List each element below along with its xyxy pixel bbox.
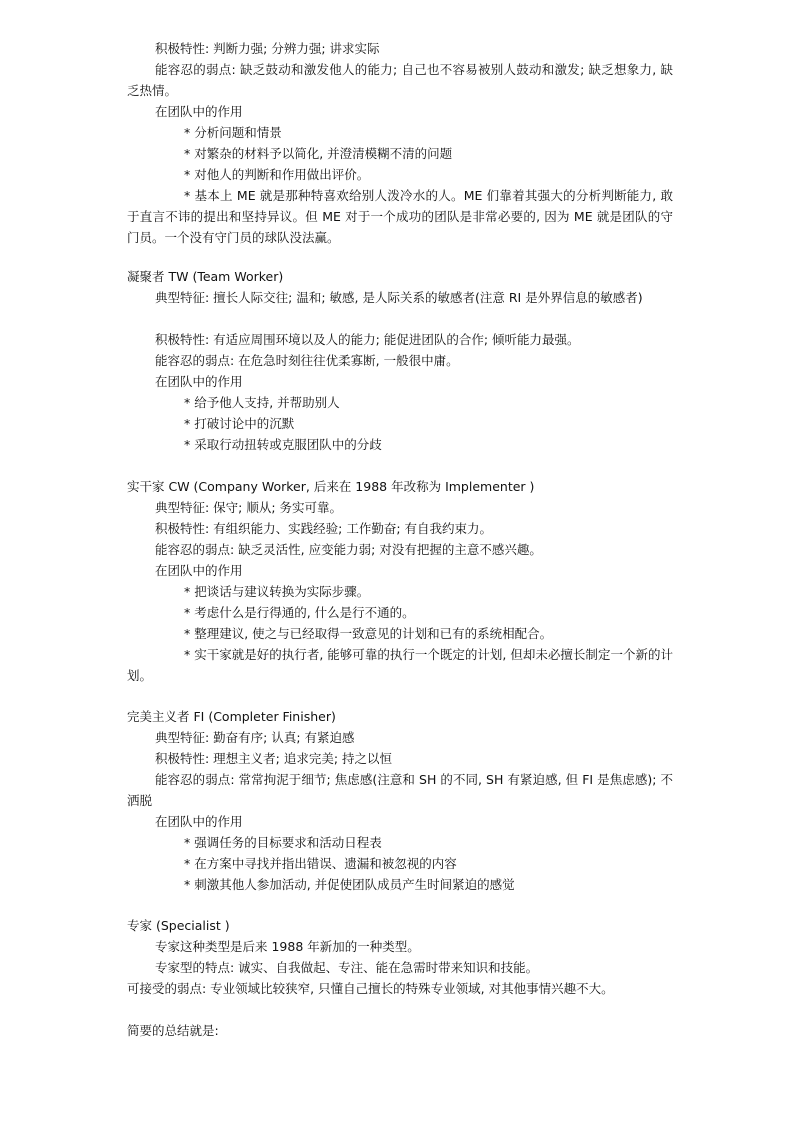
- fi-weakness-text: 能容忍的弱点: 常常拘泥于细节; 焦虑感(注意和 SH 的不同, SH 有紧迫感, 但 FI 是焦虑感); 不洒脱: [127, 772, 673, 808]
- cw-weakness: 能容忍的弱点: 缺乏灵活性, 应变能力弱; 对没有把握的主意不感兴趣。: [155, 542, 542, 557]
- cw-positive: 积极特性: 有组织能力、实践经验; 工作勤奋; 有自我约束力。: [155, 521, 493, 536]
- me-weakness-text: 能容忍的弱点: 缺乏鼓动和激发他人的能力; 自己也不容易被别人鼓动和激发; 缺乏想象力, 缺乏热情。: [127, 62, 673, 98]
- me-role-heading: 在团队中的作用: [155, 104, 243, 119]
- tw-role-item: * 采取行动扭转或克服团队中的分歧: [184, 437, 382, 452]
- me-weakness: [127, 59, 673, 101]
- cw-role-item: * 考虑什么是行得通的, 什么是行不通的。: [184, 605, 415, 620]
- fi-title: 完美主义者 FI (Completer Finisher): [127, 709, 336, 724]
- me-role-paragraph-text: * 基本上 ME 就是那种特喜欢给别人泼冷水的人。ME 们靠着其强大的分析判断能力, 敢于直言不讳的提出和坚持异议。但 ME 对于一个成功的团队是非常必要的, 因为 ME 就是团队的守门员。一个没有守门员的球队没法赢。: [127, 188, 673, 245]
- summary-line: 简要的总结就是:: [127, 1023, 219, 1038]
- fi-role-item: * 强调任务的目标要求和活动日程表: [184, 835, 382, 850]
- me-role-item: * 分析问题和情景: [184, 125, 282, 140]
- tw-typical-text: 典型特征: 擅长人际交往; 温和; 敏感, 是人际关系的敏感者(注意 RI 是外界信息的敏感者): [155, 290, 643, 305]
- fi-role-item: * 在方案中寻找并指出错误、遗漏和被忽视的内容: [184, 856, 457, 871]
- cw-role-paragraph: [127, 644, 673, 686]
- tw-role-heading: 在团队中的作用: [155, 374, 243, 389]
- fi-weakness: [127, 769, 673, 811]
- tw-role-item: * 给予他人支持, 并帮助别人: [184, 395, 340, 410]
- tw-positive: 积极特性: 有适应周围环境以及人的能力; 能促进团队的合作; 倾听能力最强。: [155, 332, 580, 347]
- cw-role-paragraph-text: * 实干家就是好的执行者, 能够可靠的执行一个既定的计划, 但却未必擅长制定一个新的计划。: [127, 647, 673, 683]
- fi-role-heading: 在团队中的作用: [155, 814, 243, 829]
- me-positive: 积极特性: 判断力强; 分辨力强; 讲求实际: [155, 41, 380, 56]
- cw-typical: 典型特征: 保守; 顺从; 务实可靠。: [155, 500, 343, 515]
- sp-line: 专家这种类型是后来 1988 年新加的一种类型。: [155, 939, 420, 954]
- cw-role-item: * 把谈话与建议转换为实际步骤。: [184, 584, 370, 599]
- tw-title: 凝聚者 TW (Team Worker): [127, 269, 284, 284]
- fi-role-item: * 刺激其他人参加活动, 并促使团队成员产生时间紧迫的感觉: [184, 877, 515, 892]
- sp-line: 专家型的特点: 诚实、自我做起、专注、能在急需时带来知识和技能。: [155, 960, 539, 975]
- fi-positive: 积极特性: 理想主义者; 追求完美; 持之以恒: [155, 751, 393, 766]
- cw-role-item: * 整理建议, 使之与已经取得一致意见的计划和已有的系统相配合。: [184, 626, 553, 641]
- me-role-item: * 对繁杂的材料予以简化, 并澄清模糊不清的问题: [184, 146, 453, 161]
- fi-typical: 典型特征: 勤奋有序; 认真; 有紧迫感: [155, 730, 355, 745]
- tw-weakness: 能容忍的弱点: 在危急时刻往往优柔寡断, 一般很中庸。: [155, 353, 459, 368]
- me-role-item: * 对他人的判断和作用做出评价。: [184, 167, 370, 182]
- tw-typical: [127, 287, 673, 308]
- sp-title: 专家 (Specialist ): [127, 918, 230, 933]
- me-role-paragraph: [127, 185, 673, 248]
- sp-line: 可接受的弱点: 专业领域比较狭窄, 只懂自己擅长的特殊专业领域, 对其他事情兴趣不大。: [127, 981, 614, 996]
- cw-title: 实干家 CW (Company Worker, 后来在 1988 年改称为 Implementer ): [127, 479, 535, 494]
- cw-role-heading: 在团队中的作用: [155, 563, 243, 578]
- tw-role-item: * 打破讨论中的沉默: [184, 416, 295, 431]
